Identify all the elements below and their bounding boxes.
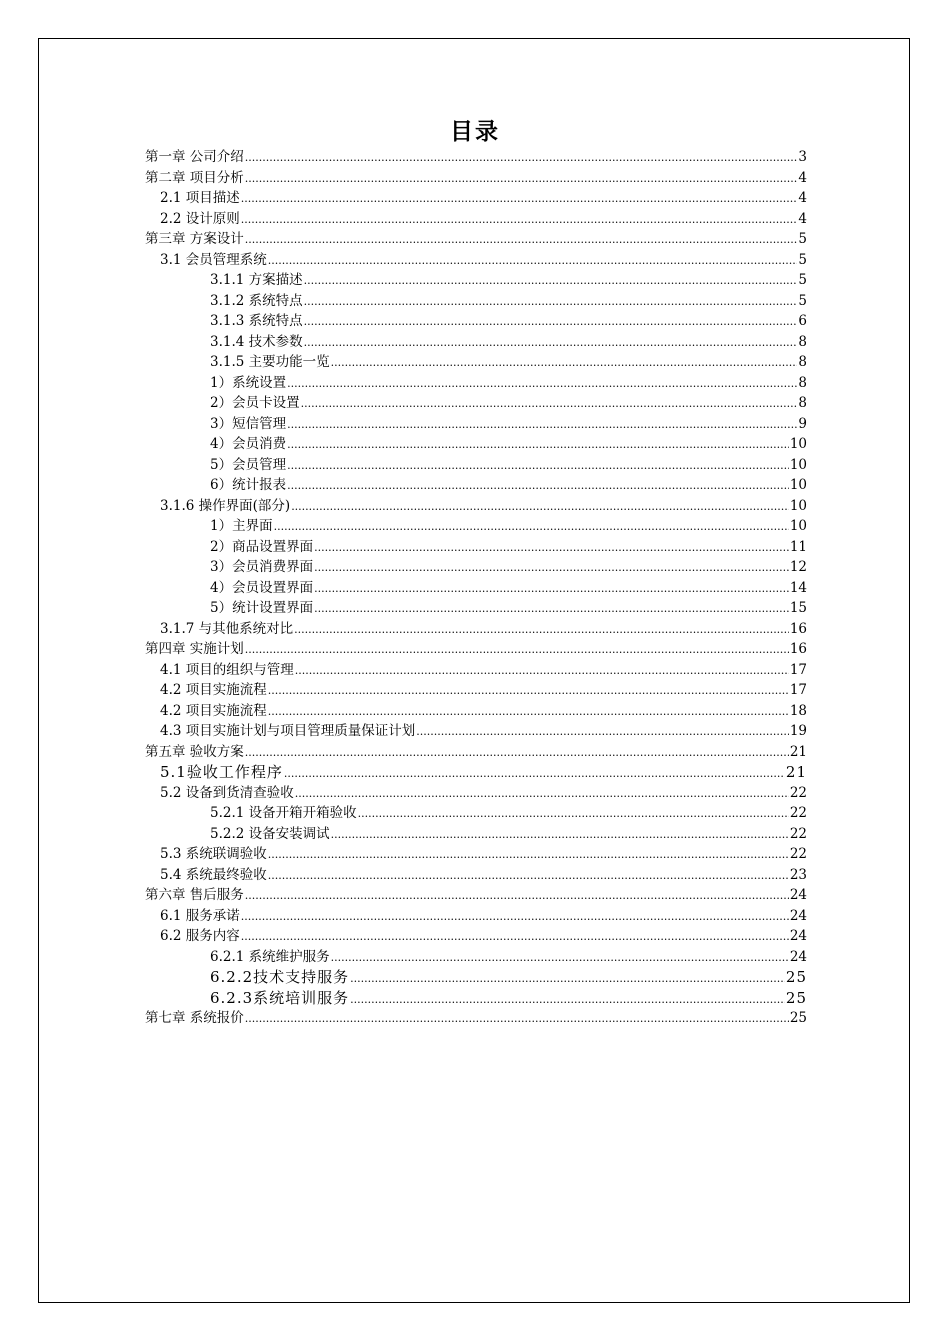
toc-entry[interactable]	[145, 988, 807, 1009]
toc-dot-leader	[245, 886, 789, 907]
toc-entry-page: 16	[789, 641, 807, 657]
toc-entry-text: 3.1.7 与其他系统对比	[160, 620, 294, 637]
toc-dot-leader	[268, 681, 789, 702]
toc-entry-text: 3.1 会员管理系统	[160, 251, 267, 268]
toc-entry-text: 2）会员卡设置	[210, 395, 300, 411]
toc-dot-leader	[241, 907, 789, 928]
toc-entry[interactable]	[145, 168, 807, 189]
toc-dot-leader	[295, 661, 789, 682]
toc-entry-page: 4	[798, 169, 807, 186]
toc-entry-text: 2.2 设计原则	[160, 210, 240, 227]
toc-dot-leader	[301, 394, 798, 415]
toc-entry-page: 8	[798, 354, 807, 370]
toc-entry-text: 4.3 项目实施计划与项目管理质量保证计划	[160, 723, 416, 739]
toc-entry-text: 1）主界面	[210, 518, 273, 534]
toc-entry-text: 3.1.2 系统特点	[210, 292, 303, 309]
toc-entry-page: 17	[789, 682, 807, 698]
toc-entry-page: 6	[798, 313, 807, 329]
toc-entry-page: 21	[789, 743, 807, 760]
toc-entry[interactable]	[145, 619, 807, 640]
toc-entry-text: 第一章 公司介绍	[145, 149, 244, 165]
toc-dot-leader	[358, 804, 789, 825]
toc-entry-text: 3.1.4 技术参数	[210, 333, 303, 350]
toc-entry-page: 9	[798, 415, 807, 432]
toc-list	[145, 147, 807, 1029]
toc-entry-text: 4.2 项目实施流程	[160, 702, 267, 719]
toc-entry-text: 3.1.1 方案描述	[210, 272, 303, 288]
toc-entry-page: 22	[789, 825, 807, 842]
toc-entry[interactable]	[145, 762, 807, 783]
toc-entry-page: 25	[785, 968, 807, 986]
toc-entry-text: 2）商品设置界面	[210, 538, 314, 555]
toc-entry-page: 8	[798, 395, 807, 411]
toc-entry-page: 22	[789, 846, 807, 862]
toc-entry[interactable]	[145, 455, 807, 476]
toc-entry-page: 8	[798, 374, 807, 391]
toc-entry[interactable]	[145, 393, 807, 414]
toc-dot-leader	[304, 292, 798, 313]
toc-entry[interactable]	[145, 229, 807, 250]
toc-entry[interactable]	[145, 537, 807, 558]
toc-dot-leader	[274, 517, 789, 538]
toc-dot-leader	[331, 948, 789, 969]
toc-entry-page: 24	[789, 887, 807, 903]
toc-dot-leader	[245, 148, 798, 169]
toc-entry[interactable]	[145, 1008, 807, 1029]
toc-dot-leader	[268, 251, 798, 272]
toc-entry[interactable]	[145, 557, 807, 578]
toc-entry-text: 6.1 服务承诺	[160, 907, 240, 924]
toc-title: 目录	[450, 118, 500, 145]
toc-entry-page: 12	[789, 559, 807, 575]
toc-dot-leader	[268, 866, 789, 887]
toc-entry-page: 5	[798, 292, 807, 309]
toc-entry[interactable]	[145, 147, 807, 168]
toc-entry[interactable]	[145, 680, 807, 701]
toc-entry-text: 3.1.3 系统特点	[210, 313, 303, 329]
toc-dot-leader	[314, 599, 789, 620]
toc-entry[interactable]	[145, 578, 807, 599]
toc-dot-leader	[287, 435, 789, 456]
toc-entry[interactable]	[145, 967, 807, 988]
toc-entry-page: 21	[785, 763, 807, 781]
toc-entry-page: 22	[789, 784, 807, 801]
toc-entry-page: 16	[789, 620, 807, 637]
toc-entry-page: 10	[789, 497, 807, 514]
toc-entry[interactable]	[145, 844, 807, 865]
toc-entry-page: 24	[789, 948, 807, 965]
toc-entry[interactable]	[145, 516, 807, 537]
toc-entry[interactable]	[145, 332, 807, 353]
toc-entry-text: 第六章 售后服务	[145, 887, 244, 903]
toc-dot-leader	[304, 271, 798, 292]
toc-entry-text: 1）系统设置	[210, 374, 287, 391]
toc-entry-page: 4	[798, 210, 807, 227]
toc-entry-page: 10	[789, 456, 807, 473]
toc-entry-text: 第二章 项目分析	[145, 169, 244, 186]
toc-entry-text: 5.1验收工作程序	[160, 763, 283, 781]
toc-entry-text: 4.2 项目实施流程	[160, 682, 267, 698]
toc-entry-text: 第四章 实施计划	[145, 641, 244, 657]
toc-entry-page: 24	[789, 928, 807, 944]
toc-dot-leader	[268, 702, 789, 723]
toc-entry-text: 第七章 系统报价	[145, 1010, 244, 1026]
toc-entry[interactable]	[145, 721, 807, 742]
toc-entry[interactable]	[145, 865, 807, 886]
toc-entry-page: 25	[785, 988, 807, 1007]
toc-dot-leader	[241, 189, 798, 210]
toc-entry-page: 10	[789, 477, 807, 493]
toc-entry-page: 5	[798, 251, 807, 268]
toc-entry-page: 24	[789, 907, 807, 924]
toc-entry-text: 3.1.5 主要功能一览	[210, 354, 330, 370]
toc-entry-text: 6.2.1 系统维护服务	[210, 948, 330, 965]
toc-entry-text: 6.2.3系统培训服务	[210, 988, 350, 1007]
toc-dot-leader	[314, 558, 789, 579]
toc-entry[interactable]	[145, 660, 807, 681]
toc-entry-page: 10	[789, 518, 807, 534]
toc-entry-text: 5.3 系统联调验收	[160, 846, 267, 862]
toc-entry-text: 4）会员设置界面	[210, 579, 314, 596]
toc-dot-leader	[241, 210, 798, 231]
toc-entry-page: 25	[789, 1010, 807, 1026]
toc-dot-leader	[416, 722, 789, 743]
toc-entry[interactable]	[145, 639, 807, 660]
toc-entry-text: 3）会员消费界面	[210, 559, 314, 575]
toc-entry-text: 第五章 验收方案	[145, 743, 244, 760]
toc-entry-text: 第三章 方案设计	[145, 231, 244, 247]
toc-dot-leader	[245, 640, 789, 661]
toc-dot-leader	[350, 990, 785, 1011]
toc-entry[interactable]	[145, 906, 807, 927]
toc-entry[interactable]	[145, 209, 807, 230]
toc-entry[interactable]	[145, 824, 807, 845]
toc-dot-leader	[287, 476, 789, 497]
toc-entry-page: 17	[789, 661, 807, 678]
toc-entry-text: 5.2.1 设备开箱开箱验收	[210, 805, 357, 821]
toc-entry-page: 18	[789, 702, 807, 719]
toc-entry-page: 11	[789, 538, 807, 555]
toc-entry-text: 6.2 服务内容	[160, 928, 240, 944]
toc-dot-leader	[287, 456, 789, 477]
toc-entry-text: 5.2 设备到货清查验收	[160, 784, 294, 801]
toc-entry-page: 5	[798, 231, 807, 247]
toc-entry[interactable]	[145, 885, 807, 906]
toc-entry[interactable]	[145, 926, 807, 947]
toc-entry[interactable]	[145, 598, 807, 619]
toc-entry-text: 3.1.6 操作界面(部分)	[160, 497, 291, 514]
toc-dot-leader	[304, 312, 798, 333]
toc-entry[interactable]	[145, 475, 807, 496]
toc-entry[interactable]	[145, 434, 807, 455]
toc-dot-leader	[284, 764, 785, 785]
toc-dot-leader	[294, 620, 789, 641]
toc-entry[interactable]	[145, 947, 807, 968]
toc-dot-leader	[350, 969, 785, 990]
toc-dot-leader	[245, 230, 798, 251]
toc-entry-text: 6.2.2技术支持服务	[210, 968, 350, 986]
toc-entry[interactable]	[145, 311, 807, 332]
toc-entry-page: 5	[798, 272, 807, 288]
toc-entry-page: 22	[789, 805, 807, 821]
toc-dot-leader	[331, 825, 789, 846]
toc-entry-page: 14	[789, 579, 807, 596]
toc-entry-text: 5）会员管理	[210, 456, 287, 473]
toc-dot-leader	[295, 784, 789, 805]
toc-dot-leader	[304, 333, 798, 354]
toc-entry-text: 2.1 项目描述	[160, 190, 240, 206]
toc-entry[interactable]	[145, 803, 807, 824]
toc-dot-leader	[314, 538, 789, 559]
toc-dot-leader	[287, 374, 797, 395]
toc-entry-text: 6）统计报表	[210, 477, 287, 493]
toc-entry[interactable]	[145, 352, 807, 373]
toc-entry-page: 23	[789, 866, 807, 883]
toc-dot-leader	[268, 845, 789, 866]
toc-entry[interactable]	[145, 783, 807, 804]
toc-dot-leader	[331, 353, 798, 374]
toc-entry-page: 15	[789, 600, 807, 616]
toc-entry-text: 4.1 项目的组织与管理	[160, 661, 294, 678]
toc-entry[interactable]	[145, 250, 807, 271]
toc-entry-text: 5.4 系统最终验收	[160, 866, 267, 883]
toc-dot-leader	[245, 743, 789, 764]
toc-dot-leader	[245, 169, 798, 190]
toc-entry-text: 5）统计设置界面	[210, 600, 314, 616]
toc-dot-leader	[314, 579, 789, 600]
toc-entry[interactable]	[145, 496, 807, 517]
toc-entry[interactable]	[145, 373, 807, 394]
toc-entry[interactable]	[145, 414, 807, 435]
toc-entry-page: 19	[789, 723, 807, 739]
toc-entry[interactable]	[145, 742, 807, 763]
toc-entry[interactable]	[145, 270, 807, 291]
toc-entry-text: 4）会员消费	[210, 436, 287, 452]
toc-entry[interactable]	[145, 188, 807, 209]
toc-entry-page: 8	[798, 333, 807, 350]
toc-dot-leader	[241, 927, 789, 948]
toc-entry[interactable]	[145, 291, 807, 312]
toc-entry-page: 10	[789, 436, 807, 452]
toc-dot-leader	[245, 1009, 789, 1030]
toc-entry-text: 3）短信管理	[210, 415, 287, 432]
toc-entry-page: 4	[798, 190, 807, 206]
toc-entry[interactable]	[145, 701, 807, 722]
toc-entry-page: 3	[798, 149, 807, 165]
toc-dot-leader	[287, 415, 797, 436]
toc-dot-leader	[291, 497, 789, 518]
toc-entry-text: 5.2.2 设备安装调试	[210, 825, 330, 842]
